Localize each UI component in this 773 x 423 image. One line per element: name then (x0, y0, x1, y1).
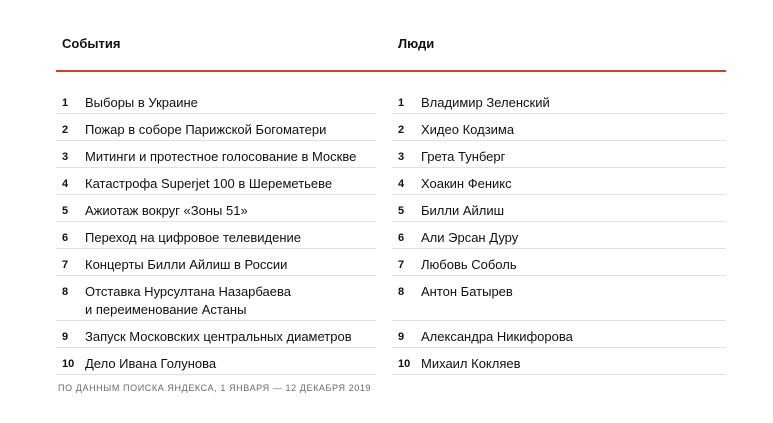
list-item (56, 195, 376, 222)
list-item (392, 195, 726, 222)
person-name: Антон Батырев (421, 284, 513, 299)
rank-number: 1 (62, 97, 69, 109)
person-name: Грета Тунберг (421, 149, 506, 164)
events-header: События (62, 36, 121, 51)
list-item (56, 114, 376, 141)
rank-number: 8 (62, 286, 69, 298)
rank-number: 2 (398, 124, 405, 136)
people-list (392, 87, 726, 375)
event-title: Пожар в соборе Парижской Богоматери (85, 122, 327, 137)
event-title: Ажиотаж вокруг «Зоны 51» (85, 203, 248, 218)
event-title: Запуск Московских центральных диаметров (85, 329, 352, 344)
person-name: Билли Айлиш (421, 203, 505, 218)
list-item (392, 222, 726, 249)
rank-number: 4 (398, 178, 405, 190)
list-item (56, 348, 376, 375)
list-item (56, 222, 376, 249)
list-item (56, 141, 376, 168)
person-name: Хоакин Феникс (421, 176, 512, 191)
rank-number: 6 (398, 232, 405, 244)
list-item (56, 168, 376, 195)
event-title: Дело Ивана Голунова (85, 356, 217, 371)
source-footnote: ПО ДАННЫМ ПОИСКА ЯНДЕКСА, 1 ЯНВАРЯ — 12 ДЕКАБРЯ 2019 (58, 383, 372, 393)
rank-number: 5 (62, 205, 69, 217)
people-header: Люди (398, 36, 435, 51)
rank-number: 7 (62, 259, 69, 271)
list-item (56, 249, 376, 276)
rank-number: 9 (62, 331, 69, 343)
list-item (392, 168, 726, 195)
rank-number: 8 (398, 286, 405, 298)
list-item (56, 321, 376, 348)
person-name: Владимир Зеленский (421, 95, 550, 110)
list-item (392, 321, 726, 348)
person-name: Любовь Соболь (421, 257, 517, 272)
event-title: Выборы в Украине (85, 95, 198, 110)
rank-number: 2 (62, 124, 69, 136)
rank-number: 9 (398, 331, 405, 343)
list-item (392, 141, 726, 168)
list-item (56, 276, 376, 321)
list-item (392, 87, 726, 114)
list-item (392, 348, 726, 375)
event-title: Митинги и протестное голосование в Москве (85, 149, 357, 164)
rank-number: 3 (398, 151, 405, 163)
rank-number: 6 (62, 232, 69, 244)
person-name: Хидео Кодзима (421, 122, 515, 137)
rank-number: 10 (398, 358, 411, 370)
list-item (392, 276, 726, 321)
event-title: Переход на цифровое телевидение (85, 230, 302, 245)
person-name: Александра Никифорова (421, 329, 573, 344)
rank-number: 3 (62, 151, 69, 163)
header-divider (56, 70, 726, 72)
rank-number: 10 (62, 358, 75, 370)
person-name: Али Эрсан Дуру (421, 230, 519, 245)
list-item (392, 114, 726, 141)
rank-number: 5 (398, 205, 405, 217)
rank-number: 4 (62, 178, 69, 190)
rank-number: 7 (398, 259, 405, 271)
event-title: Катастрофа Superjet 100 в Шереметьеве (85, 176, 333, 191)
rank-number: 1 (398, 97, 405, 109)
event-title: Концерты Билли Айлиш в России (85, 257, 288, 272)
event-title: Отставка Нурсултана Назарбаева и переименование Астаны (85, 284, 292, 317)
list-item (56, 87, 376, 114)
events-list (56, 87, 376, 375)
list-item (392, 249, 726, 276)
person-name: Михаил Кокляев (421, 356, 521, 371)
